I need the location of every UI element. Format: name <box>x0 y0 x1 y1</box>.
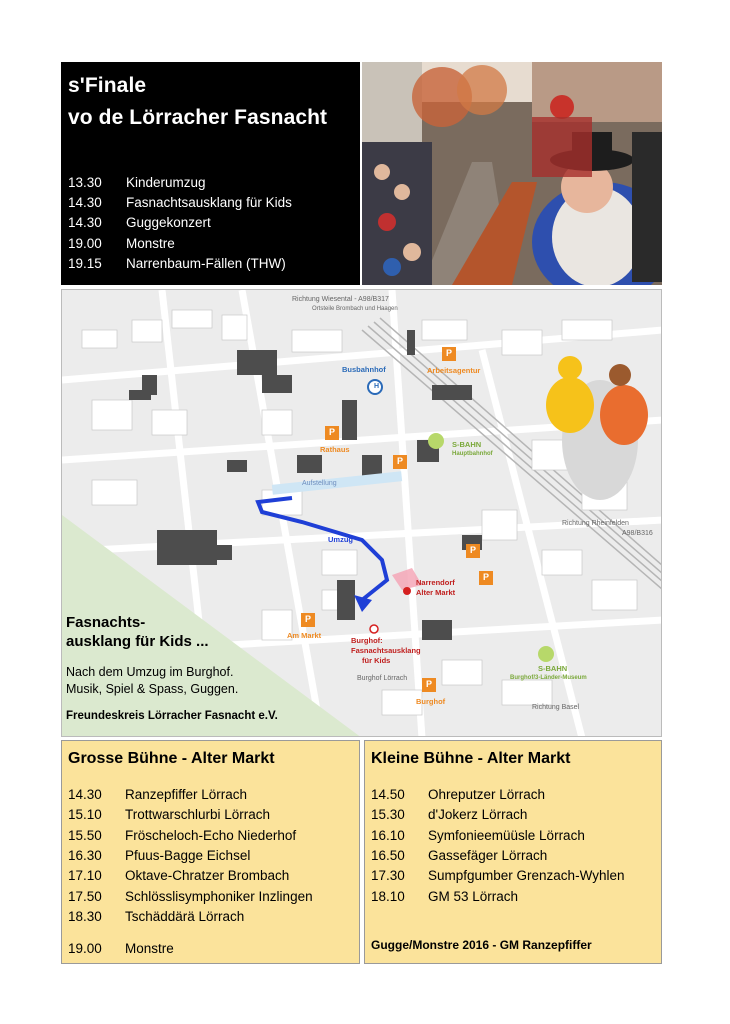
act-time: 14.30 <box>68 787 102 802</box>
direction-wiesental-sub: Ortsteile Brombach und Haagen <box>312 306 398 312</box>
act-name: Fröscheloch-Echo Niederhof <box>125 828 297 843</box>
act-name: Ohreputzer Lörrach <box>428 787 546 802</box>
act-row <box>371 787 545 802</box>
schedule-time: 19.15 <box>68 256 102 271</box>
kids-title-line: ausklang für Kids ... <box>66 633 209 650</box>
parking-icon: P <box>470 545 477 555</box>
act-row <box>68 787 247 802</box>
kids-title <box>66 613 209 651</box>
title-line-1: s'Finale <box>68 74 147 97</box>
act-time: 15.30 <box>371 807 405 822</box>
act-row <box>68 868 289 883</box>
act-row <box>371 828 585 843</box>
act-time: 17.10 <box>68 868 102 883</box>
schedule-time: 14.30 <box>68 215 102 230</box>
parking-icon: P <box>426 679 433 689</box>
event-header <box>61 62 360 285</box>
kids-title-line: Fasnachts- <box>66 614 146 631</box>
parking-icon: P <box>305 614 312 624</box>
busbahnhof-label: Busbahnhof <box>342 365 386 374</box>
act-name: Pfuus-Bagge Eichsel <box>125 848 251 863</box>
act-name: d'Jokerz Lörrach <box>428 807 528 822</box>
umzug-label: Umzug <box>328 535 353 544</box>
act-time: 16.50 <box>371 848 405 863</box>
act-time: 15.10 <box>68 807 102 822</box>
direction-rheinfelden: Richtung Rheinfelden <box>562 520 629 527</box>
club-name: Freundeskreis Lörracher Fasnacht e.V. <box>66 710 278 722</box>
bus-icon: H <box>374 383 380 390</box>
sbahn-burghof-label: S-BAHN <box>538 664 568 673</box>
schedule-event: Kinderumzug <box>126 175 206 190</box>
burghof-lorrach-label: Burghof Lörrach <box>357 675 408 682</box>
schedule-event: Guggekonzert <box>126 215 211 230</box>
act-time: 16.30 <box>68 848 102 863</box>
rathaus-label: Rathaus <box>320 445 350 454</box>
act-name: Ranzepfiffer Lörrach <box>125 787 248 802</box>
am-markt-label: Am Markt <box>287 631 322 640</box>
parking-icon: P <box>483 572 490 582</box>
stage-small-panel <box>364 740 662 964</box>
act-time: 18.30 <box>68 909 102 924</box>
act-name: Sumpfgumber Grenzach-Wyhlen <box>428 868 625 883</box>
direction-rheinfelden-road: A98/B316 <box>622 530 653 537</box>
schedule-time: 14.30 <box>68 195 102 210</box>
act-row <box>371 889 518 904</box>
act-name: Oktave-Chratzer Brombach <box>125 868 290 883</box>
act-time: 16.10 <box>371 828 405 843</box>
schedule-event: Fasnachtsausklang für Kids <box>126 195 292 210</box>
kids-text-line: Musik, Spiel & Spass, Guggen. <box>66 682 239 696</box>
act-row <box>371 868 624 883</box>
kids-text <box>66 664 238 698</box>
finale-row <box>68 941 174 956</box>
act-row <box>68 807 270 822</box>
parking-icon: P <box>446 348 453 358</box>
schedule-event: Narrenbaum-Fällen (THW) <box>126 256 286 271</box>
act-name: Trottwarschlurbi Lörrach <box>125 807 271 822</box>
act-name: Tschäddärä Lörrach <box>125 909 245 924</box>
act-row <box>68 889 313 904</box>
aufstellung-label: Aufstellung <box>302 480 337 487</box>
kids-text-line: Nach dem Umzug im Burghof. <box>66 665 234 679</box>
sbahn-burghof-sub-label: Burghof/3-Länder-Museum <box>510 675 587 681</box>
act-name: Gassefäger Lörrach <box>428 848 548 863</box>
parking-icon: P <box>397 456 404 466</box>
act-name: Symfonieemüüsle Lörrach <box>428 828 585 843</box>
burghof-parking-label: Burghof <box>416 697 446 706</box>
burghof-fas-label: für Kids <box>362 656 391 665</box>
schedule-row <box>68 215 211 230</box>
schedule-time: 13.30 <box>68 175 102 190</box>
act-row <box>371 807 527 822</box>
act-name: Monstre <box>125 941 174 956</box>
schedule-row <box>68 175 206 190</box>
act-time: 15.50 <box>68 828 102 843</box>
city-map <box>61 289 662 737</box>
direction-basel: Richtung Basel <box>532 704 580 711</box>
act-time: 14.50 <box>371 787 405 802</box>
act-time: 17.50 <box>68 889 102 904</box>
act-row <box>68 909 244 924</box>
act-name: Schlösslisymphoniker Inzlingen <box>125 889 313 904</box>
burghof-fas-label: Burghof: <box>351 636 383 645</box>
burghof-fas-label: Fasnachtsausklang <box>351 646 421 655</box>
arbeitsagentur-label: Arbeitsagentur <box>427 366 481 375</box>
act-row <box>68 828 296 843</box>
schedule-row <box>68 195 292 210</box>
carnival-photo <box>362 62 662 285</box>
title-line-2: vo de Lörracher Fasnacht <box>68 106 328 129</box>
narrendorf-label: Narrendorf <box>416 578 455 587</box>
schedule-time: 19.00 <box>68 236 102 251</box>
act-row <box>68 848 250 863</box>
act-time: 17.30 <box>371 868 405 883</box>
schedule-event: Monstre <box>126 236 175 251</box>
stage-big-panel <box>61 740 360 964</box>
act-row <box>371 848 547 863</box>
gugge-note: Gugge/Monstre 2016 - GM Ranzepfiffer <box>371 938 592 952</box>
sbahn-hauptbahnhof-label: S-BAHN <box>452 440 482 449</box>
alter-markt-label: Alter Markt <box>416 588 456 597</box>
stage-small-title: Kleine Bühne - Alter Markt <box>371 750 571 767</box>
schedule-row <box>68 236 175 251</box>
parking-icon: P <box>329 427 336 437</box>
hauptbahnhof-label: Hauptbahnhof <box>452 451 493 457</box>
direction-wiesental: Richtung Wiesental - A98/B317 <box>292 296 389 303</box>
carnival-photo-art <box>362 62 662 285</box>
act-name: GM 53 Lörrach <box>428 889 519 904</box>
act-time: 19.00 <box>68 941 102 956</box>
schedule-row <box>68 256 286 271</box>
act-time: 18.10 <box>371 889 405 904</box>
stage-big-title: Grosse Bühne - Alter Markt <box>68 750 275 767</box>
